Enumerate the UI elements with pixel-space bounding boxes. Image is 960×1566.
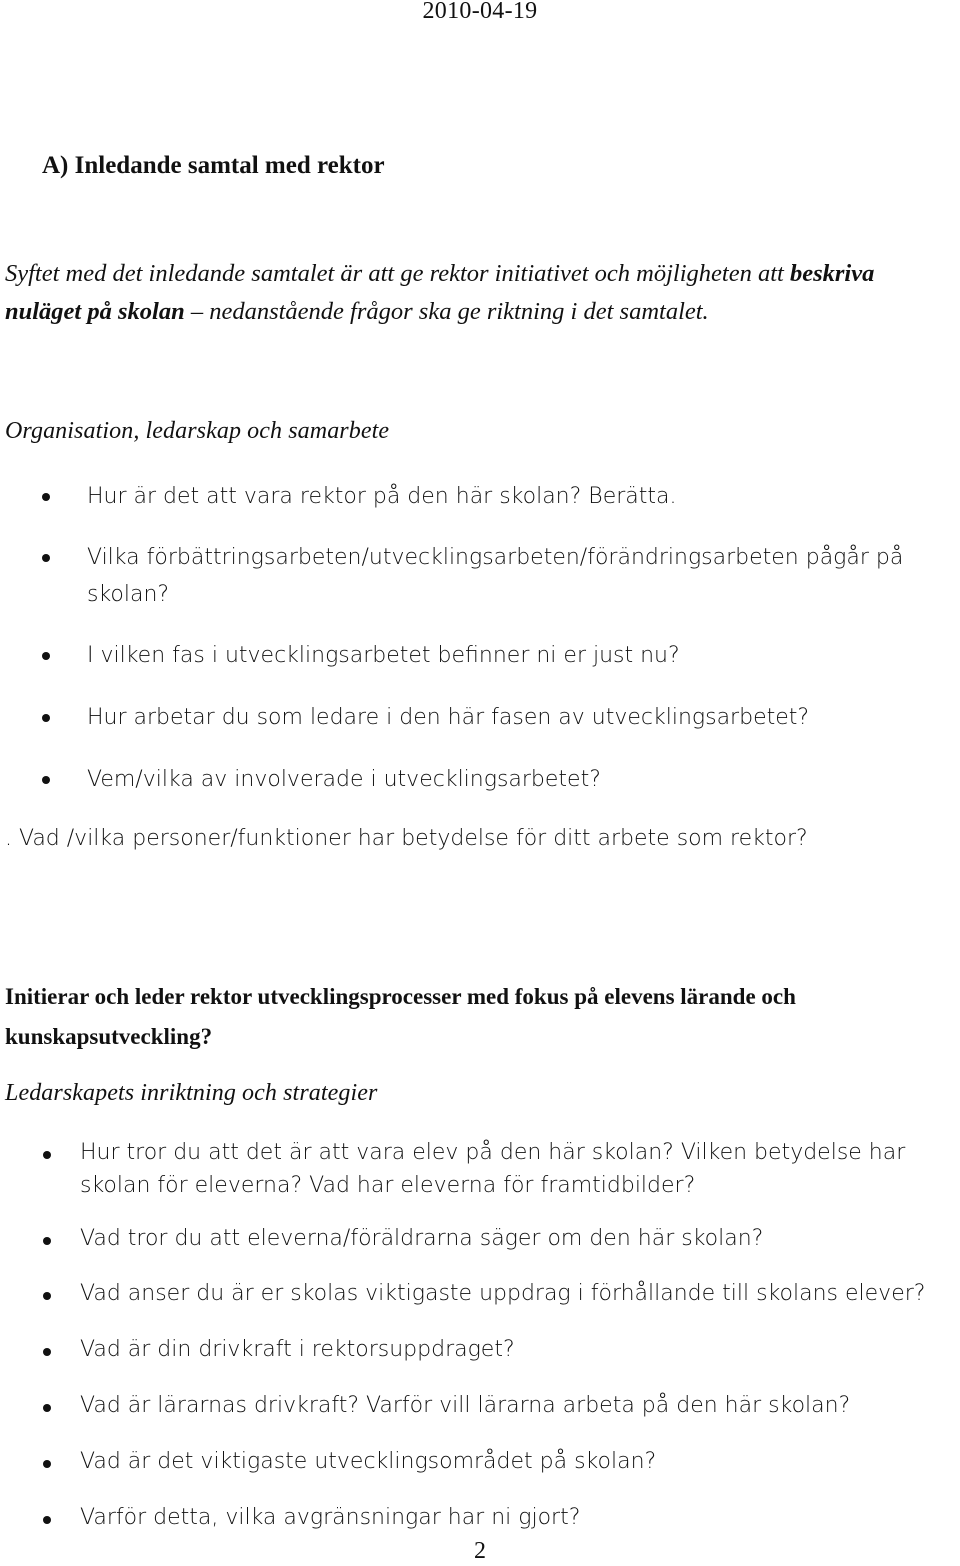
list-item: Vad anser du är er skolas viktigaste uppdrag i förhållande till skolans elever? — [80, 1281, 926, 1306]
bullet-icon — [42, 776, 50, 784]
intro-text-part1: Syftet med det inledande samtalet är att ge rektor initiativet och möjligheten att — [5, 260, 790, 287]
bullet-icon — [43, 1460, 51, 1468]
intro-paragraph — [5, 255, 950, 331]
intro-text-part2: – nedanstående frågor ska ge riktning i det samtalet. — [184, 298, 709, 325]
bullet-icon — [43, 1237, 51, 1245]
intro-text-bold: beskriva nuläget på skolan — [5, 260, 875, 325]
list-item: Vilka förbättringsarbeten/utvecklingsarbeten/förändringsarbeten pågår på skolan? — [87, 545, 904, 607]
list-item: I vilken fas i utvecklingsarbetet befinner ni er just nu? — [87, 643, 680, 668]
list-item: Hur är det att vara rektor på den här skolan? Berätta. — [87, 484, 677, 509]
org-extra-question: . Vad /vilka personer/funktioner har betydelse för ditt arbete som rektor? — [5, 826, 808, 851]
list-item: Vad är det viktigaste utvecklingsområdet på skolan? — [80, 1449, 657, 1474]
bullet-icon — [42, 554, 50, 562]
list-item: Hur arbetar du som ledare i den här fasen av utvecklingsarbetet? — [87, 705, 810, 730]
bullet-icon — [43, 1151, 51, 1159]
page-number: 2 — [474, 1538, 486, 1564]
strategy-subheading: Ledarskapets inriktning och strategier — [5, 1080, 378, 1106]
section-a-title: A) Inledande samtal med rektor — [42, 152, 385, 179]
bullet-icon — [43, 1348, 51, 1356]
bullet-icon — [42, 714, 50, 722]
section-b-title: Initierar och leder rektor utvecklingsprocesser med fokus på elevens lärande och kunskapsutveckling? — [5, 984, 796, 1049]
bullet-icon — [42, 652, 50, 660]
bullet-icon — [43, 1292, 51, 1300]
list-item: Varför detta, vilka avgränsningar har ni gjort? — [80, 1505, 581, 1530]
list-item: Vad är din drivkraft i rektorsuppdraget? — [80, 1337, 515, 1362]
org-subheading: Organisation, ledarskap och samarbete — [5, 418, 390, 444]
bullet-icon — [43, 1516, 51, 1524]
list-item: Vad är lärarnas drivkraft? Varför vill lärarna arbeta på den här skolan? — [80, 1393, 851, 1418]
list-item: Hur tror du att det är att vara elev på den här skolan? Vilken betydelse har skolan för eleverna? Vad har eleverna för framtidbilder? — [80, 1140, 906, 1198]
bullet-icon — [42, 493, 50, 501]
page-date: 2010-04-19 — [422, 0, 538, 24]
list-item: Vem/vilka av involverade i utvecklingsarbetet? — [87, 767, 601, 792]
bullet-icon — [43, 1404, 51, 1412]
list-item: Vad tror du att eleverna/föräldrarna säger om den här skolan? — [80, 1226, 764, 1251]
